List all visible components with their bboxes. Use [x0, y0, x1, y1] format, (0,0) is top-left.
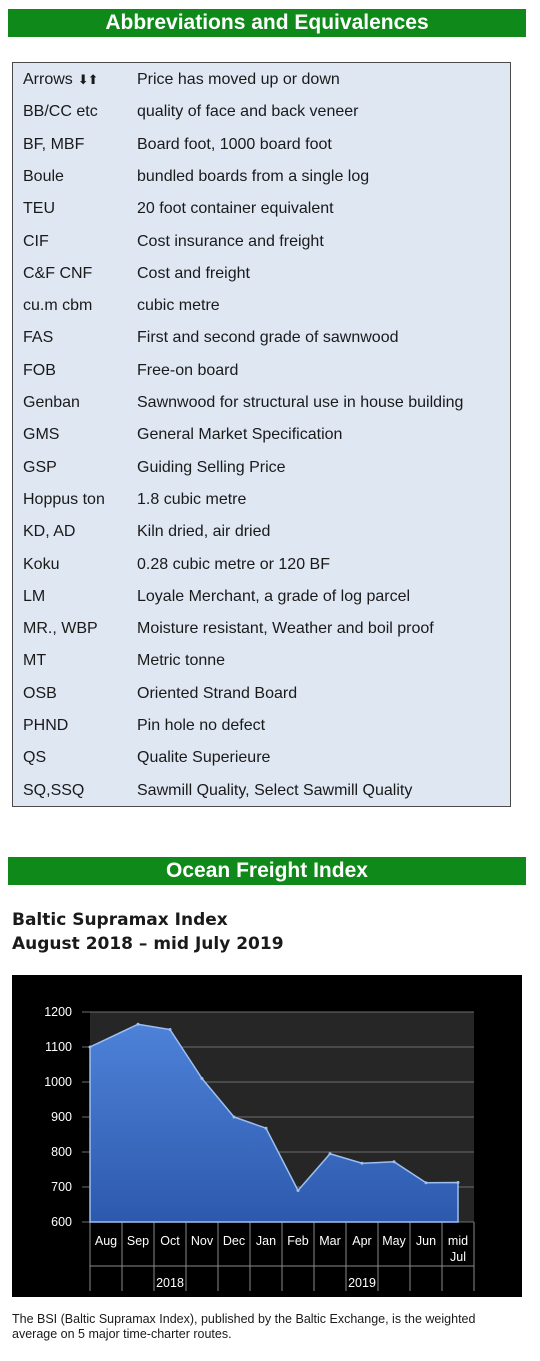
- abbreviation-row: [13, 394, 510, 426]
- ocean-freight-banner: Ocean Freight Index: [8, 857, 526, 885]
- abbreviation-term-text: QS: [23, 749, 47, 767]
- year-group-label: 2019: [348, 1276, 376, 1290]
- abbreviation-row: [13, 329, 510, 361]
- x-tick-label: Aug: [94, 1234, 118, 1248]
- abbreviation-term-text: MT: [23, 652, 47, 670]
- abbreviation-term: [23, 394, 80, 412]
- abbreviation-term: [23, 652, 46, 670]
- abbreviation-row: [13, 556, 510, 588]
- data-point: [137, 1023, 140, 1026]
- y-tick-label: 800: [51, 1145, 72, 1159]
- abbreviation-term: [23, 265, 92, 283]
- x-tick-label: Apr: [352, 1234, 372, 1248]
- abbreviation-row: [13, 749, 510, 781]
- abbreviation-meaning: Pin hole no defect: [137, 717, 266, 734]
- y-tick-label: 900: [51, 1110, 72, 1124]
- abbreviation-term: [23, 362, 56, 380]
- abbreviation-meaning: Oriented Strand Board: [137, 684, 298, 702]
- abbreviation-meaning: Cost and freight: [137, 264, 250, 282]
- abbreviation-term-text: KD, AD: [23, 523, 76, 541]
- data-point: [89, 1046, 92, 1049]
- abbreviation-term-text: OSB: [23, 684, 57, 702]
- abbreviation-meaning: Cost insurance and freight: [137, 232, 324, 250]
- abbreviation-term-text: BF, MBF: [23, 135, 85, 153]
- abbreviation-row: [13, 620, 510, 652]
- abbreviation-meaning: Free-on board: [137, 361, 239, 379]
- up-down-arrows-icon: ⬇⬆: [77, 72, 98, 87]
- abbreviation-row: [13, 362, 510, 394]
- x-tick-label: Jun: [415, 1234, 437, 1248]
- abbreviation-term: [23, 233, 49, 251]
- abbreviation-term-text: Boule: [23, 167, 64, 185]
- abbreviation-term: [23, 685, 57, 703]
- abbreviation-row: [13, 200, 510, 232]
- abbreviation-meaning: Kiln dried, air dried: [137, 523, 271, 541]
- abbreviation-meaning: Sawmill Quality, Select Sawmill Quality: [137, 781, 413, 799]
- abbreviation-term: [23, 103, 98, 121]
- abbreviation-term-text: cu.m cbm: [23, 297, 93, 315]
- data-point: [425, 1181, 428, 1184]
- abbreviation-term: [23, 588, 45, 606]
- x-tick-label: mid Jul: [447, 1234, 469, 1264]
- abbreviation-meaning: Sawnwood for structural use in house building: [137, 394, 464, 411]
- abbreviation-term: [23, 556, 59, 574]
- abbreviation-meaning: Price has moved up or down: [137, 71, 340, 88]
- abbreviation-row: [13, 426, 510, 458]
- abbreviation-term: [23, 200, 55, 218]
- data-point: [393, 1160, 396, 1163]
- abbreviation-meaning: General Market Specification: [137, 426, 343, 444]
- abbreviation-meaning: quality of face and back veneer: [137, 103, 359, 121]
- bsi-chart: [12, 975, 522, 1297]
- data-point: [297, 1189, 300, 1192]
- y-tick-label: 700: [51, 1180, 72, 1194]
- y-tick-label: 1000: [44, 1075, 72, 1089]
- abbreviation-term: [23, 620, 98, 638]
- chart-heading-line1: Baltic Supramax Index: [12, 910, 228, 930]
- abbreviation-term: [23, 168, 64, 186]
- data-point: [329, 1152, 332, 1155]
- abbreviation-term-text: Hoppus ton: [23, 490, 105, 508]
- data-point: [265, 1127, 268, 1130]
- abbreviation-term: [23, 782, 84, 800]
- abbreviation-row: [13, 168, 510, 200]
- abbreviation-term: [23, 71, 98, 89]
- abbreviation-row: [13, 652, 510, 684]
- abbreviations-table: [12, 62, 511, 807]
- abbreviation-term-text: FOB: [23, 361, 56, 379]
- abbreviation-row: [13, 233, 510, 265]
- x-tick-label: Nov: [190, 1234, 214, 1248]
- abbreviation-row: [13, 459, 510, 491]
- abbreviation-meaning: Qualite Superieure: [137, 749, 271, 767]
- x-tick-label: Feb: [287, 1234, 309, 1248]
- abbreviation-term: [23, 523, 75, 541]
- y-tick-label: 1100: [45, 1040, 72, 1054]
- abbreviation-term: [23, 749, 46, 767]
- abbreviation-term: [23, 717, 68, 735]
- abbreviation-term-text: PHND: [23, 717, 69, 734]
- x-tick-label: Jan: [255, 1234, 277, 1248]
- x-tick-label: Sep: [126, 1234, 150, 1248]
- abbreviation-row: [13, 685, 510, 717]
- abbreviation-row: [13, 782, 510, 814]
- data-point: [201, 1077, 204, 1080]
- y-tick-label: 1200: [44, 1005, 72, 1019]
- abbreviation-term-text: FAS: [23, 329, 54, 347]
- abbreviation-meaning: Loyale Merchant, a grade of log parcel: [137, 587, 411, 605]
- abbreviation-meaning: Moisture resistant, Weather and boil proof: [137, 620, 434, 638]
- abbreviation-term: [23, 459, 57, 477]
- x-tick-label: Oct: [160, 1234, 180, 1248]
- abbreviation-meaning: cubic metre: [137, 297, 220, 315]
- abbreviation-term-text: BB/CC etc: [23, 103, 98, 121]
- abbreviation-meaning: 1.8 cubic metre: [137, 490, 247, 508]
- abbreviation-meaning: Metric tonne: [137, 652, 226, 670]
- abbreviation-term-text: GMS: [23, 426, 60, 444]
- abbreviation-term: [23, 491, 105, 509]
- abbreviation-term-text: LM: [23, 587, 46, 605]
- abbreviation-term-text: TEU: [23, 200, 55, 218]
- abbreviation-term-text: MR., WBP: [23, 620, 98, 638]
- abbreviation-row: [13, 523, 510, 555]
- data-point: [233, 1116, 236, 1119]
- x-tick-label: May: [382, 1234, 406, 1248]
- abbreviation-term-text: CIF: [23, 232, 49, 250]
- bsi-chart-svg: [12, 975, 522, 1297]
- x-tick-label: Dec: [222, 1234, 246, 1248]
- abbreviation-meaning: First and second grade of sawnwood: [137, 329, 399, 347]
- abbreviation-term: [23, 136, 84, 154]
- x-tick-label: Mar: [319, 1234, 341, 1248]
- abbreviations-banner: Abbreviations and Equivalences: [8, 9, 526, 37]
- data-point: [457, 1181, 460, 1184]
- year-group-label: 2018: [156, 1276, 184, 1290]
- data-point: [361, 1162, 364, 1165]
- abbreviation-meaning: bundled boards from a single log: [137, 167, 370, 185]
- abbreviation-row: [13, 136, 510, 168]
- abbreviation-meaning: Guiding Selling Price: [137, 458, 286, 476]
- abbreviation-meaning: Board foot, 1000 board foot: [137, 135, 332, 153]
- abbreviation-row: [13, 103, 510, 135]
- abbreviation-row: [13, 265, 510, 297]
- abbreviation-term-text: Genban: [23, 394, 80, 411]
- abbreviation-row: [13, 297, 510, 329]
- chart-caption: The BSI (Baltic Supramax Index), published by the Baltic Exchange, is the weighted average on 5 major time-charter routes.: [12, 1312, 476, 1341]
- abbreviation-term-text: SQ,SSQ: [23, 781, 85, 799]
- abbreviation-term-text: Arrows: [23, 71, 73, 88]
- chart-heading-line2: August 2018 – mid July 2019: [12, 934, 284, 954]
- abbreviation-term: [23, 329, 53, 347]
- abbreviation-row: [13, 491, 510, 523]
- abbreviation-term-text: Koku: [23, 555, 60, 573]
- abbreviation-row: [13, 588, 510, 620]
- abbreviation-term-text: C&F CNF: [23, 264, 93, 282]
- y-tick-label: 600: [51, 1215, 72, 1229]
- abbreviation-term: [23, 297, 92, 315]
- abbreviation-meaning: 0.28 cubic metre or 120 BF: [137, 555, 330, 573]
- abbreviation-term: [23, 426, 59, 444]
- abbreviation-row: [13, 717, 510, 749]
- data-point: [169, 1028, 172, 1031]
- abbreviation-term-text: GSP: [23, 458, 57, 476]
- abbreviation-row: [13, 71, 510, 103]
- abbreviation-meaning: 20 foot container equivalent: [137, 200, 334, 218]
